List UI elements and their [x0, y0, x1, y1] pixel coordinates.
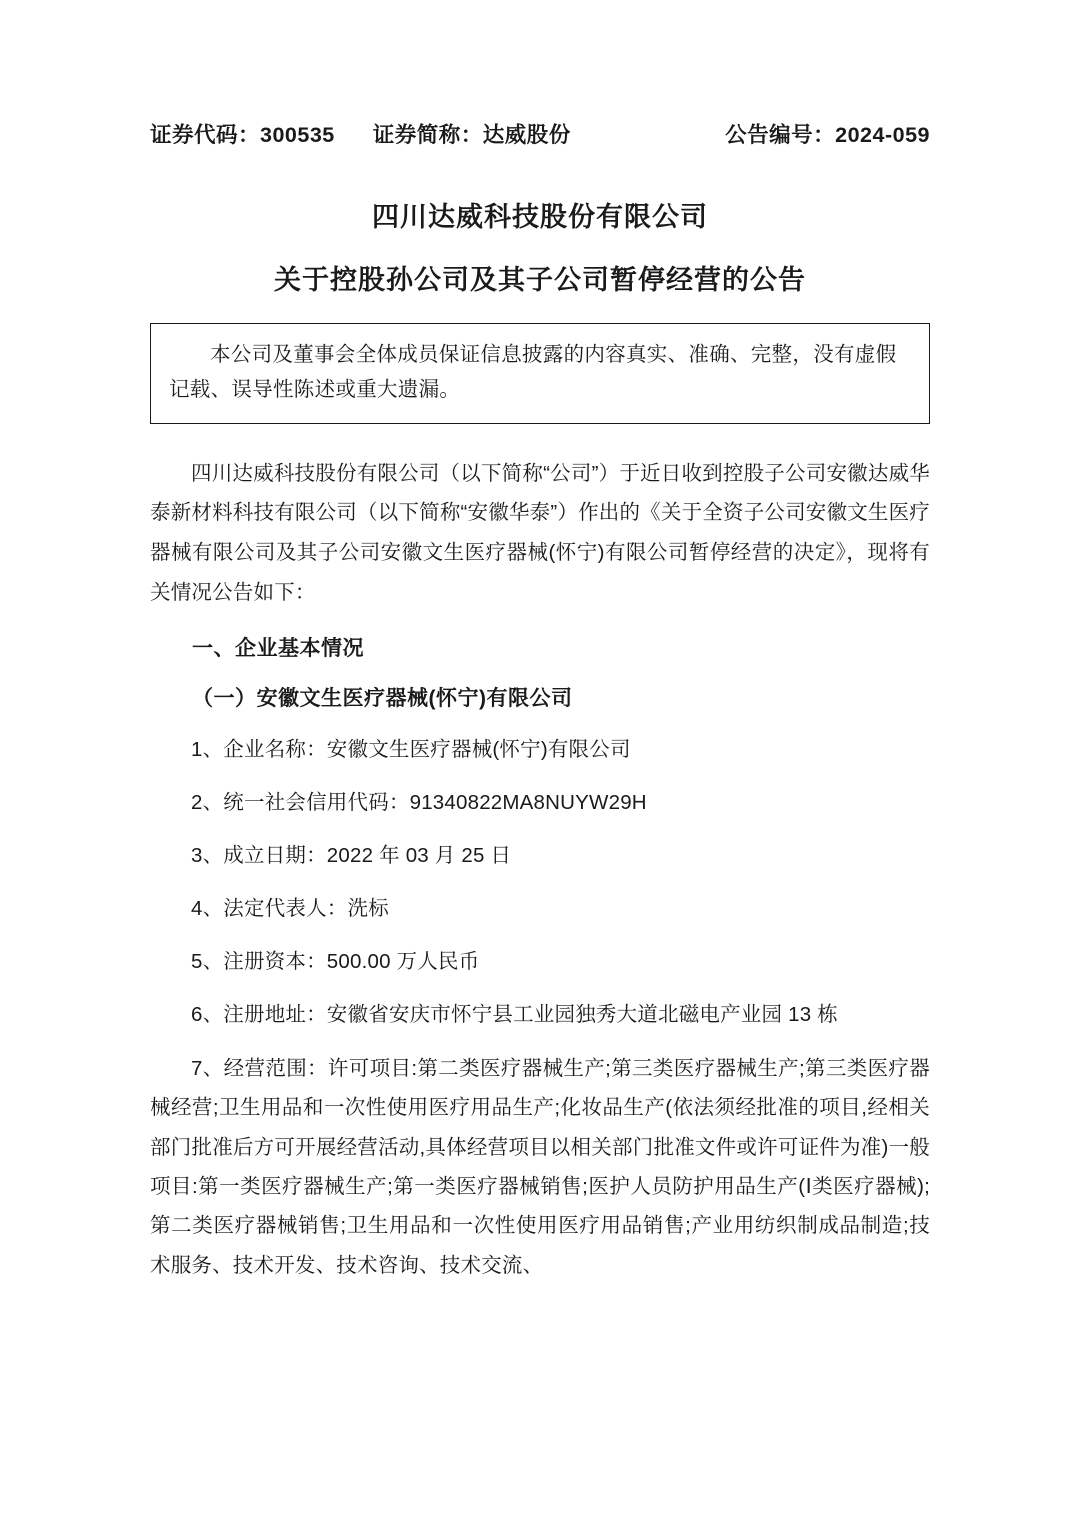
document-header: [150, 118, 930, 149]
subsection-heading-one: （一）安徽文生医疗器械(怀宁)有限公司: [192, 687, 573, 711]
list-item: 3、成立日期：2022 年 03 月 25 日: [191, 844, 512, 868]
list-item: 4、法定代表人：洗标: [191, 896, 389, 920]
intro-paragraph: 四川达威科技股份有限公司（以下简称“公司”）于近日收到控股子公司安徽达威华泰新材料科技有限公司（以下简称“安徽华泰”）作出的《关于全资子公司安徽文生医疗器械有限公司及其子公司安徽文生医疗器械(怀宁)有限公司暂停经营的决定》，现将有关情况公告如下：: [150, 461, 930, 605]
business-scope-paragraph: 7、经营范围：许可项目:第二类医疗器械生产;第三类医疗器械生产;第三类医疗器械经营;卫生用品和一次性使用医疗用品生产;化妆品生产(依法须经批准的项目,经相关部门批准后方可开展经营活动,具体经营项目以相关部门批准文件或许可证件为准)一般项目:第一类医疗器械生产;第一类医疗器械销售;医护人员防护用品生产(Ⅰ类医疗器械);第二类医疗器械销售;卫生用品和一次性使用医疗用品销售;产业用纺织制成品制造;技术服务、技术开发、技术咨询、技术交流、: [150, 1056, 930, 1277]
list-item: 1、企业名称：安徽文生医疗器械(怀宁)有限公司: [191, 738, 631, 762]
section-heading-one: 一、企业基本情况: [192, 637, 364, 661]
list-item: 2、统一社会信用代码：91340822MA8NUYW29H: [191, 791, 647, 815]
announcement-number: 公告编号：2024-059: [725, 123, 930, 147]
list-item: 5、注册资本：500.00 万人民币: [191, 949, 480, 973]
disclaimer-box: [150, 323, 930, 424]
list-item: 6、注册地址：安徽省安庆市怀宁县工业园独秀大道北磁电产业园 13 栋: [191, 1002, 838, 1026]
announcement-title: 关于控股孙公司及其子公司暂停经营的公告: [274, 265, 806, 295]
security-code: 证券代码：300535: [150, 123, 335, 147]
disclaimer-text: 本公司及董事会全体成员保证信息披露的内容真实、准确、完整，没有虚假记载、误导性陈述或重大遗漏。: [169, 343, 897, 402]
company-title: 四川达威科技股份有限公司: [372, 202, 708, 232]
security-name: 证券简称：达威股份: [372, 123, 571, 147]
